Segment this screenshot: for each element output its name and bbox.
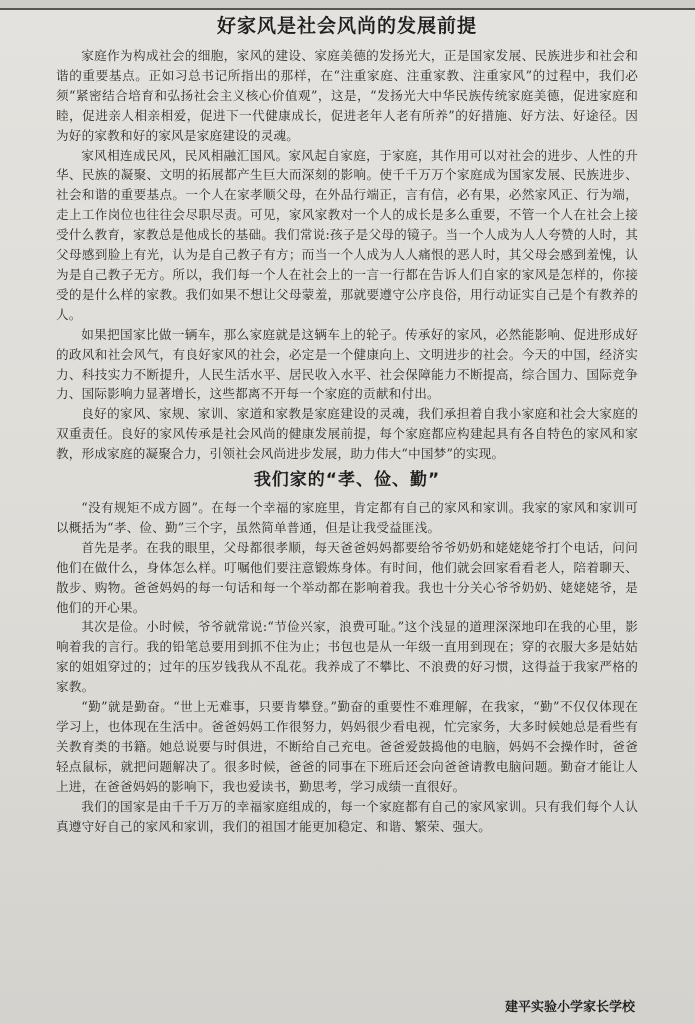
article2-paragraph: 首先是孝。在我的眼里，父母都很孝顺，每天爸爸妈妈都要给爷爷奶奶和姥姥姥爷打个电话，问问他们在做什么，身体怎么样。叮嘱他们要注意锻炼身体。有时间，他们就会回家看看老人，陪着聊天、散步、购物。爸爸妈妈的每一句话和每一个举动都在影响着我。我也十分关心爷爷奶奶、姥姥姥爷，是他们的开心果。 <box>56 539 638 615</box>
author-signature: 建平实验小学家长学校 <box>504 1000 635 1015</box>
article2-paragraph: “勤”就是勤奋。“世上无难事，只要肯攀登。”勤奋的重要性不难理解，在我家，“勤”不仅仅体现在学习上，也体现在生活中。爸爸妈妈工作很努力，妈妈很少看电视，忙完家务，大多时候她总是看些有关教育类的书籍。她总说要与时俱进，不断给自己充电。爸爸爱鼓捣他的电脑，妈妈不会操作时，爸爸轻点鼠标，就把问题解决了。很多时候，爸爸的同事在下班后还会向爸爸请教电脑问题。勤奋才能让人上进，在爸爸妈妈的影响下，我也爱读书，勤思考，学习成绩一直很好。 <box>56 699 638 794</box>
article1-title: 好家风是社会风尚的发展前提 <box>216 15 477 37</box>
article-column <box>56 14 638 836</box>
article2-paragraph: 其次是俭。小时候，爷爷就常说:“节俭兴家，浪费可耻。”这个浅显的道理深深地印在我的心里，影响着我的言行。我的铅笔总要用到抓不住为止；书包也是从一年级一直用到现在；穿的衣服大多是姑姑家的姐姐穿过的；过年的压岁钱我从不乱花。我养成了不攀比、不浪费的好习惯，这得益于我家严格的家教。 <box>56 619 638 695</box>
article2-paragraph: 我们的国家是由千千万万的幸福家庭组成的，每一个家庭都有自己的家风家训。只有我们每个人认真遵守好自己的家风和家训，我们的祖国才能更加稳定、和谐、繁荣、强大。 <box>56 798 638 834</box>
article2-title: 我们家的“孝、俭、勤” <box>253 470 441 491</box>
top-rule <box>0 0 695 10</box>
article1-paragraph: 良好的家风、家规、家训、家道和家教是家庭建设的灵魂，我们承担着自我小家庭和社会大家庭的双重责任。良好的家风传承是社会风尚的健康发展前提，每个家庭都应构建起具有各自特色的家风和家教，形成家庭的凝聚合力，引领社会风尚进步发展，助力伟大“中国梦”的实现。 <box>56 406 638 462</box>
article1-paragraph: 如果把国家比做一辆车，那么家庭就是这辆车上的轮子。传承好的家风，必然能影响、促进形成好的政风和社会风气，有良好家风的社会，必定是一个健康向上、文明进步的社会。今天的中国，经济实力、科技实力不断提升，人民生活水平、居民收入水平、社会保障能力不断提高，综合国力、国际竞争力、国际影响力显著增长，这些都离不开每一个家庭的贡献和付出。 <box>56 326 638 402</box>
article2-paragraph: “没有规矩不成方圆”。在每一个幸福的家庭里，肯定都有自己的家风和家训。我家的家风和家训可以概括为“孝、俭、勤”三个字，虽然简单普通，但是让我受益匪浅。 <box>56 500 638 535</box>
article1-paragraph: 家风相连成民风，民风相融汇国风。家风起自家庭，于家庭，其作用可以对社会的进步、人性的升华、民族的凝聚、文明的拓展都产生巨大而深刻的影响。使千千万万个家庭成为国家发展、民族进步、社会和谐的重要基点。一个人在家孝顺父母，在外品行端正，言有信，必有果，必然家风正、行为端，走上工作岗位也往往会尽职尽责。可见，家风家教对一个人的成长是多么重要，不管一个人在社会上接受什么教育，家教总是他成长的基础。我们常说:孩子是父母的镜子。当一个人成为人人夸赞的人时，其父母感到脸上有光，认为是自己教子有方；而当一个人成为人人痛恨的恶人时，其父母会感到羞愧，认为是自己教子无方。所以，我们每一个人在社会上的一言一行都在告诉人们自家的家风是怎样的，你接受的是什么样的家教。我们如果不想让父母蒙羞，那就要遵守公序良俗，用行动证实自己是个有教养的人。 <box>56 147 638 322</box>
article1-paragraph: 家庭作为构成社会的细胞，家风的建设、家庭美德的发扬光大，正是国家发展、民族进步和社会和谐的重要基点。正如习总书记所指出的那样，在“注重家庭、注重家教、注重家风”的过程中，我们必须“紧密结合培育和弘扬社会主义核心价值观”，这是，“发扬光大中华民族传统家庭美德，促进家庭和睦，促进亲人相亲相爱，促进下一代健康成长，促进老年人老有所养”的好措施、好方法、好途径。因为好的家教和好的家风是家庭建设的灵魂。 <box>56 48 638 143</box>
